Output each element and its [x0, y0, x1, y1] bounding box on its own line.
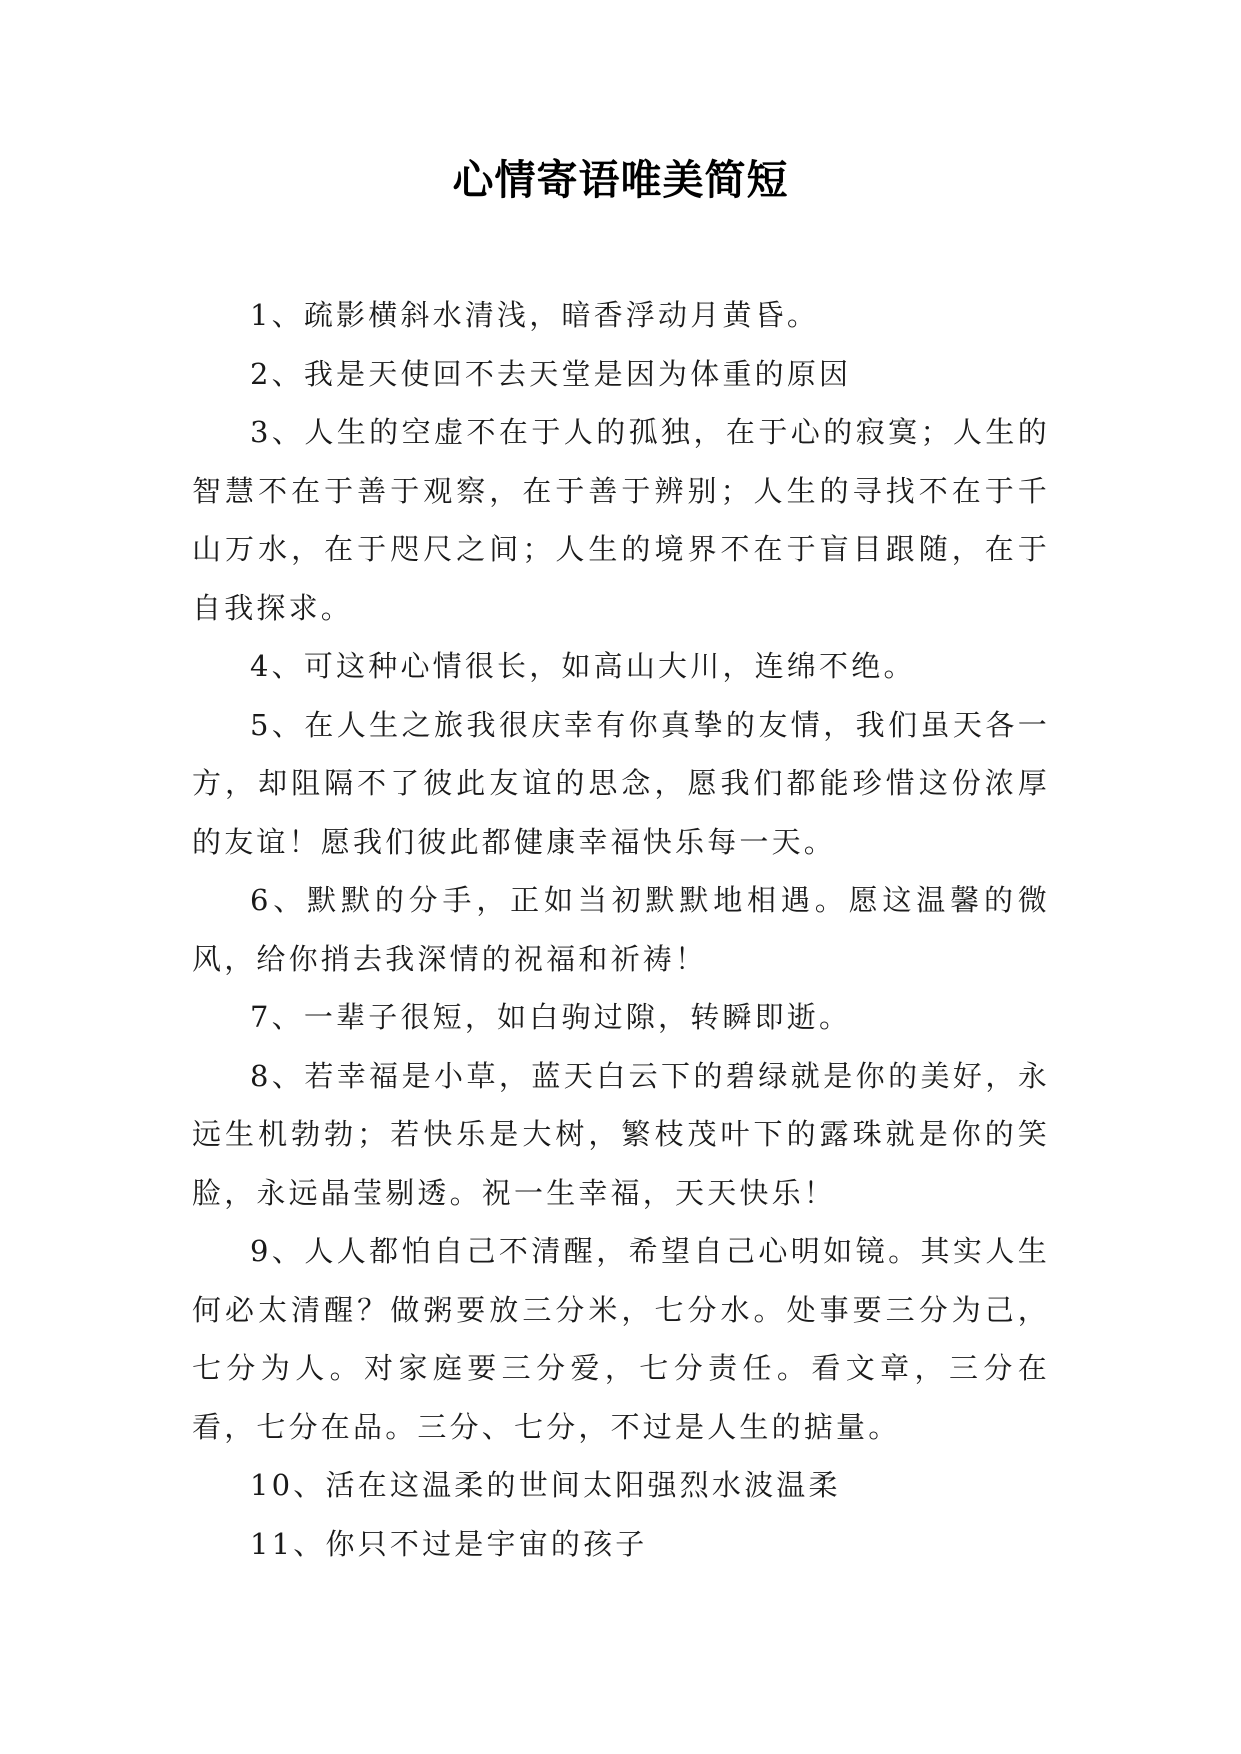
paragraph-1: 1、疏影横斜水清浅，暗香浮动月黄昏。: [250, 298, 820, 332]
paragraph-2: 2、我是天使回不去天堂是因为体重的原因: [250, 356, 852, 391]
paragraph-7: 7、一辈子很短，如白驹过隙，转瞬即逝。: [250, 1000, 852, 1034]
paragraph-9: 9、人人都怕自己不清醒，希望自己心明如镜。其实人生何必太清醒？做粥要放三分米，七分水。处事要三分为己，七分为人。对家庭要三分爱，七分责任。看文章，三分在看，七分在品。三分、七分，不过是人生的掂量。: [192, 1234, 1050, 1444]
paragraph-6: 6、默默的分手，正如当初默默地相遇。愿这温馨的微风，给你捎去我深情的祝福和祈祷！: [192, 883, 1050, 976]
paragraph-3: 3、人生的空虚不在于人的孤独，在于心的寂寞；人生的智慧不在于善于观察，在于善于辨别；人生的寻找不在于千山万水，在于咫尺之间；人生的境界不在于盲目跟随，在于自我探求。: [192, 415, 1050, 625]
document-body: [192, 286, 1050, 1573]
document-title: 心情寄语唯美简短: [452, 156, 789, 204]
paragraph-5: 5、在人生之旅我很庆幸有你真挚的友情，我们虽天各一方，却阻隔不了彼此友谊的思念，愿我们都能珍惜这份浓厚的友谊！愿我们彼此都健康幸福快乐每一天。: [192, 707, 1050, 859]
paragraph-4: 4、可这种心情很长，如高山大川，连绵不绝。: [250, 649, 916, 683]
paragraph-10: 10、活在这温柔的世间太阳强烈水波温柔: [250, 1468, 841, 1502]
paragraph-11: 11、你只不过是宇宙的孩子: [250, 1526, 648, 1561]
paragraph-8: 8、若幸福是小草，蓝天白云下的碧绿就是你的美好，永远生机勃勃；若快乐是大树，繁枝茂叶下的露珠就是你的笑脸，永远晶莹剔透。祝一生幸福，天天快乐！: [192, 1058, 1050, 1210]
